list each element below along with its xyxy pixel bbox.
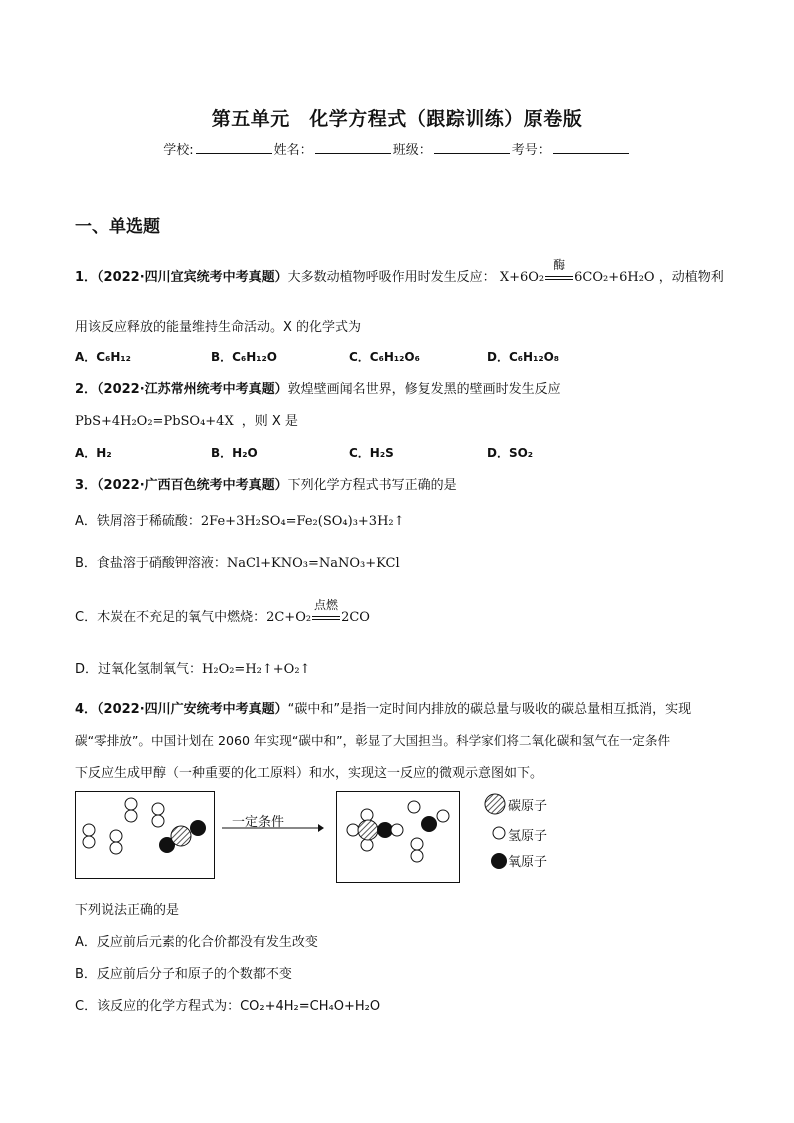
hydrogen-atom bbox=[110, 842, 122, 854]
hydrogen-atom bbox=[408, 801, 420, 813]
carbon-atom bbox=[171, 826, 191, 846]
school-blank[interactable] bbox=[196, 141, 272, 154]
legend-oxygen-label: 氧原子 bbox=[508, 855, 548, 870]
question-3-number: 3． bbox=[75, 478, 98, 493]
question-2-option-c[interactable]: C．H₂S bbox=[349, 446, 394, 460]
hydrogen-atom bbox=[347, 824, 359, 836]
question-4-option-c[interactable]: C．该反应的化学方程式为：CO₂+4H₂=CH₄O+H₂O bbox=[75, 999, 381, 1014]
hydrogen-atom bbox=[411, 838, 423, 850]
question-1-text-a: 大多数动植物呼吸作用时发生反应： bbox=[287, 270, 496, 285]
question-3-option-a-label: A．铁屑溶于稀硫酸： bbox=[75, 514, 201, 529]
question-3-option-c-equation bbox=[266, 598, 370, 625]
question-4-text-1: “碳中和”是指一定时间内排放的碳总量与吸收的碳总量相互抵消，实现 bbox=[287, 702, 692, 717]
question-3-option-b-equation: NaCl+KNO₃=NaNO₃+KCl bbox=[226, 556, 400, 571]
question-1-number: 1． bbox=[75, 270, 98, 285]
question-3-option-c-eq-sign bbox=[311, 598, 341, 625]
question-3-option-c-eq-condition: 点燃 bbox=[314, 598, 339, 612]
legend-carbon-label: 碳原子 bbox=[508, 799, 548, 814]
question-1-source: （2022·四川宜宾统考中考真题） bbox=[97, 270, 288, 285]
school-label: 学校: bbox=[163, 143, 194, 158]
question-1-line-1 bbox=[75, 258, 724, 285]
legend-hydrogen-label: 氢原子 bbox=[508, 829, 548, 844]
question-3-option-c-label: C．木炭在不充足的氧气中燃烧： bbox=[75, 610, 267, 625]
hydrogen-atom bbox=[125, 810, 137, 822]
question-1-equation bbox=[499, 258, 659, 285]
question-3-text-a: 下列化学方程式书写正确的是 bbox=[287, 478, 457, 493]
oxygen-atom bbox=[190, 820, 206, 836]
question-2-option-b[interactable]: B．H₂O bbox=[211, 446, 258, 460]
question-2-option-a[interactable]: A．H₂ bbox=[75, 446, 112, 460]
question-2-number: 2． bbox=[75, 382, 98, 397]
question-4-line-1 bbox=[75, 698, 691, 717]
question-3-option-d-equation: H₂O₂=H₂↑+O₂↑ bbox=[202, 662, 311, 677]
question-2-line-1 bbox=[75, 378, 561, 397]
question-1-option-a[interactable]: A．C₆H₁₂ bbox=[75, 350, 131, 364]
exam-no-label: 考号： bbox=[511, 143, 551, 158]
question-3-option-a-equation: 2Fe+3H₂SO₄=Fe₂(SO₄)₃+3H₂↑ bbox=[200, 514, 405, 529]
question-1-eq-sign bbox=[544, 258, 574, 285]
page-title: 第五单元 化学方程式（跟踪训练）原卷版 bbox=[211, 108, 583, 130]
question-1-eq-condition: 酶 bbox=[553, 258, 566, 272]
reaction-arrow-icon bbox=[222, 822, 324, 834]
question-2-text-b: ，则 X 是 bbox=[241, 414, 298, 429]
question-3-option-c-eq-left: 2C+O₂ bbox=[266, 610, 312, 625]
class-blank[interactable] bbox=[434, 141, 510, 154]
products-box bbox=[336, 791, 460, 883]
question-1-option-d[interactable]: D．C₆H₁₂O₈ bbox=[487, 350, 560, 364]
legend-oxygen-icon bbox=[491, 853, 507, 869]
reaction-condition-label: 一定条件 bbox=[232, 815, 285, 830]
question-4-number: 4． bbox=[75, 702, 98, 717]
oxygen-atom bbox=[421, 816, 437, 832]
question-1-line-2: 用该反应释放的能量维持生命活动。X 的化学式为 bbox=[75, 320, 362, 335]
hydrogen-atom bbox=[152, 815, 164, 827]
question-2-equation: PbS+4H₂O₂=PbSO₄+4X bbox=[75, 414, 234, 429]
carbon-atom bbox=[358, 820, 378, 840]
question-3-option-c[interactable] bbox=[75, 598, 370, 625]
hydrogen-atom bbox=[83, 836, 95, 848]
question-4-option-a[interactable]: A．反应前后元素的化合价都没有发生改变 bbox=[75, 935, 318, 950]
legend-hydrogen-icon bbox=[493, 827, 505, 839]
question-3-option-d-label: D．过氧化氢制氧气： bbox=[75, 662, 203, 677]
hydrogen-atom bbox=[83, 824, 95, 836]
question-3-option-b-label: B．食盐溶于硝酸钾溶液： bbox=[75, 556, 227, 571]
question-2-option-d[interactable]: D．SO₂ bbox=[487, 446, 534, 460]
question-3-option-a[interactable] bbox=[75, 510, 405, 529]
question-3-source: （2022·广西百色统考中考真题） bbox=[97, 478, 288, 493]
hydrogen-atom bbox=[152, 803, 164, 815]
question-4-line-2: 碳“零排放”。中国计划在 2060 年实现“碳中和”，彰显了大国担当。科学家们将二氧化碳和氢气在一定条件 bbox=[75, 733, 671, 748]
section-heading: 一、单选题 bbox=[75, 217, 160, 237]
hydrogen-atom bbox=[391, 824, 403, 836]
exam-no-blank[interactable] bbox=[553, 141, 629, 154]
question-1-option-b[interactable]: B．C₆H₁₂O bbox=[211, 350, 277, 364]
hydrogen-atom bbox=[110, 830, 122, 842]
question-1-text-b: ，动植物利 bbox=[658, 270, 724, 285]
question-1-eq-left: X+6O₂ bbox=[499, 270, 545, 285]
question-2-text-a: 敦煌壁画闻名世界，修复发黑的壁画时发生反应 bbox=[287, 382, 561, 397]
reactants-box bbox=[75, 791, 215, 879]
hydrogen-atom bbox=[437, 810, 449, 822]
legend-icons bbox=[480, 790, 508, 874]
hydrogen-atom bbox=[361, 809, 373, 821]
question-3-option-d[interactable] bbox=[75, 658, 310, 677]
name-blank[interactable] bbox=[315, 141, 391, 154]
question-3-option-b[interactable] bbox=[75, 552, 400, 571]
name-label: 姓名： bbox=[273, 143, 313, 158]
question-2-source: （2022·江苏常州统考中考真题） bbox=[97, 382, 288, 397]
question-4-prompt: 下列说法正确的是 bbox=[75, 903, 180, 918]
class-label: 班级： bbox=[392, 143, 432, 158]
question-4-line-3: 下反应生成甲醇（一种重要的化工原料）和水，实现这一反应的微观示意图如下。 bbox=[75, 766, 544, 781]
products-diagram bbox=[337, 792, 459, 882]
question-4-source: （2022·四川广安统考中考真题） bbox=[97, 702, 288, 717]
reactants-diagram bbox=[76, 792, 214, 878]
question-2-line-2 bbox=[75, 410, 298, 429]
hydrogen-atom bbox=[361, 839, 373, 851]
question-3-line-1 bbox=[75, 474, 457, 493]
question-1-eq-right: 6CO₂+6H₂O bbox=[574, 270, 655, 285]
question-3-option-c-eq-right: 2CO bbox=[341, 610, 370, 625]
hydrogen-atom bbox=[125, 798, 137, 810]
student-info-line bbox=[0, 139, 794, 158]
question-4-option-b[interactable]: B．反应前后分子和原子的个数都不变 bbox=[75, 967, 292, 982]
hydrogen-atom bbox=[411, 850, 423, 862]
legend-carbon-icon bbox=[485, 794, 505, 814]
question-1-option-c[interactable]: C．C₆H₁₂O₆ bbox=[349, 350, 420, 364]
